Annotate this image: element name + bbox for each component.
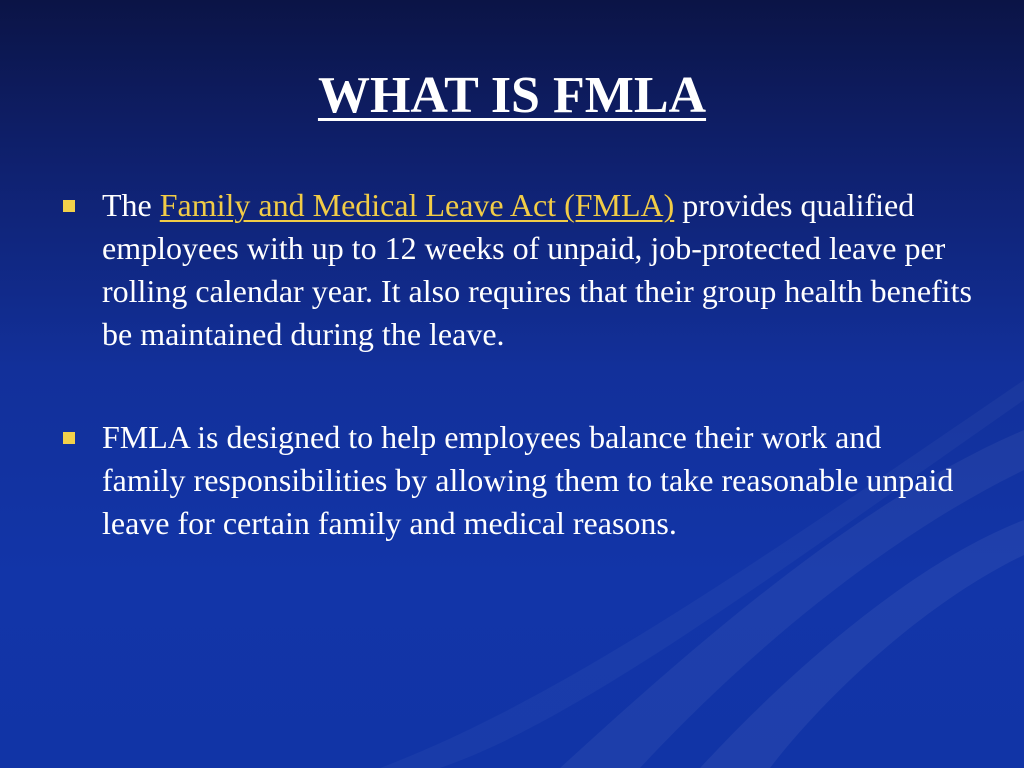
bullet-list [60, 184, 972, 545]
bullet-item-fmla-definition [60, 184, 972, 356]
bullet-prefix: The [102, 187, 160, 223]
bullet-item-fmla-purpose [60, 416, 972, 545]
square-bullet-icon [63, 432, 75, 444]
bullet-suffix: provides qualified employees with up to 12 weeks of unpaid, job-protected leave per rolling calendar year. It also requires that their group health benefits be maintained during the leave. [102, 187, 972, 352]
slide-title-text: WHAT IS FMLA [317, 67, 707, 124]
slide-title [0, 60, 1024, 132]
fmla-link[interactable]: Family and Medical Leave Act (FMLA) [159, 187, 675, 223]
square-bullet-icon [63, 200, 75, 212]
bullet-text: FMLA is designed to help employees balance their work and family responsibilities by allowing them to take reasonable unpaid leave for certain family and medical reasons. [102, 419, 954, 541]
